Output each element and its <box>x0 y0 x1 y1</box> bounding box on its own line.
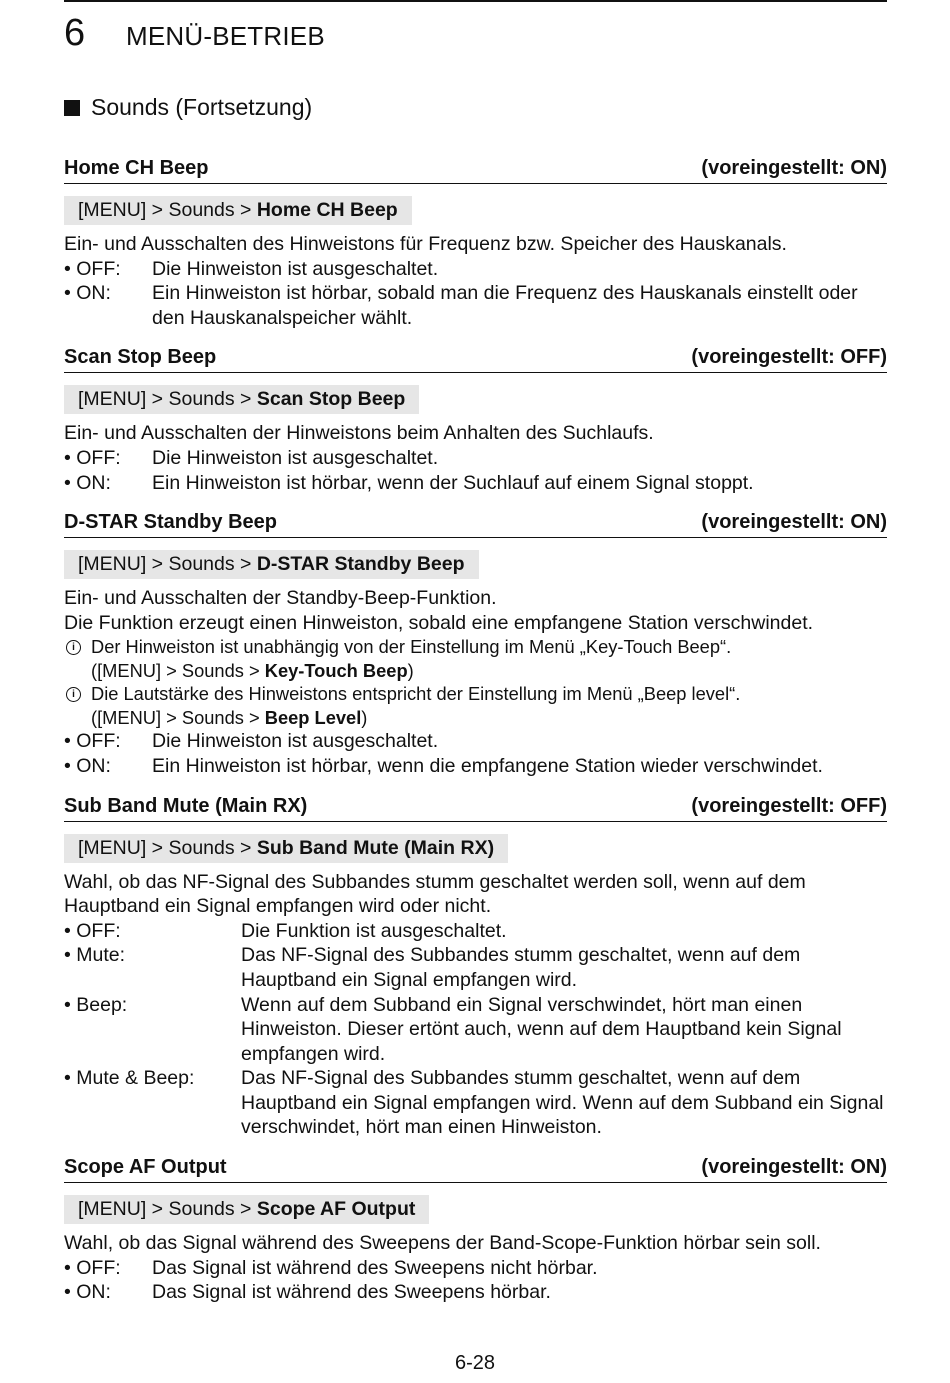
menu-path-prefix: [MENU] > Sounds > <box>78 1198 257 1221</box>
menu-path-item: Scan Stop Beep <box>256 388 406 411</box>
note-ref-prefix: ([MENU] > Sounds > <box>91 706 265 728</box>
entry-sub-band-mute <box>64 792 887 1141</box>
note-ref-prefix: ([MENU] > Sounds > <box>91 659 265 681</box>
menu-path-item: Sub Band Mute (Main RX) <box>256 836 495 859</box>
page-number: 6-28 <box>454 1352 496 1374</box>
top-rule <box>64 0 887 2</box>
chapter-title: MENÜ-BETRIEB <box>126 21 325 51</box>
option-item <box>64 729 887 754</box>
description: Ein- und Ausschalten der Standby-Beep-Funktion. <box>64 587 497 610</box>
option-label: • ON: <box>64 282 111 305</box>
entry-title: Scope AF Output <box>64 1156 227 1179</box>
info-note <box>64 682 887 729</box>
note-ref-item: Key-Touch Beep <box>264 659 408 681</box>
option-text: Ein Hinweiston ist hörbar, sobald man die Frequenz des Hauskanals einstellt oder den Hauskanalspeicher wählt. <box>152 282 858 329</box>
note-text: Der Hinweiston ist unabhängig von der Einstellung im Menü „Key-Touch Beep“. <box>91 636 732 658</box>
option-label: • OFF: <box>64 919 121 942</box>
menu-path-prefix: [MENU] > Sounds > <box>78 836 257 859</box>
note-ref-suffix: ) <box>407 659 414 681</box>
note-ref-item: Beep Level <box>264 706 362 728</box>
info-icon: i <box>66 687 81 702</box>
entry-title: Sub Band Mute (Main RX) <box>64 794 308 817</box>
option-item <box>64 919 887 944</box>
note-reference <box>91 706 887 730</box>
menu-path-prefix: [MENU] > Sounds > <box>78 553 257 576</box>
option-label: • Mute & Beep: <box>64 1067 195 1090</box>
option-label: • OFF: <box>64 257 121 280</box>
content <box>64 154 887 1318</box>
option-item <box>64 281 887 330</box>
note-reference <box>91 659 887 683</box>
menu-path-item: Scope AF Output <box>256 1198 416 1221</box>
entry-default: (voreingestellt: ON) <box>701 157 887 179</box>
entry-heading <box>64 154 887 184</box>
menu-path-prefix: [MENU] > Sounds > <box>78 388 257 411</box>
entry-home-ch-beep <box>64 154 887 330</box>
section-heading <box>64 94 312 121</box>
description: Wahl, ob das NF-Signal des Subbandes stumm geschaltet werden soll, wenn auf dem Hauptband ein Signal empfangen wird oder nicht. <box>64 870 806 918</box>
description: Ein- und Ausschalten der Hinweistons beim Anhalten des Suchlaufs. <box>64 422 654 445</box>
option-item <box>64 471 887 496</box>
option-label: • OFF: <box>64 1256 121 1279</box>
option-text: Ein Hinweiston ist hörbar, wenn die empfangene Station wieder verschwindet. <box>152 754 823 777</box>
entry-heading <box>64 343 887 373</box>
entry-default: (voreingestellt: ON) <box>701 1156 887 1179</box>
menu-path-item: Home CH Beep <box>256 199 398 221</box>
black-square-icon <box>64 100 80 116</box>
description: Wahl, ob das Signal während des Sweepens der Band-Scope-Funktion hörbar sein soll. <box>64 1232 821 1255</box>
entry-scope-af-output <box>64 1153 887 1305</box>
menu-path <box>64 196 412 225</box>
option-item <box>64 1280 887 1305</box>
option-label: • ON: <box>64 754 111 777</box>
note-ref-suffix: ) <box>361 706 368 728</box>
option-item <box>64 1256 887 1281</box>
note-text: Die Lautstärke des Hinweistons entspricht der Einstellung im Menü „Beep level“. <box>91 683 741 705</box>
menu-path <box>64 834 508 863</box>
description: Die Funktion erzeugt einen Hinweiston, sobald eine empfangene Station verschwindet. <box>64 611 814 634</box>
option-text: Ein Hinweiston ist hörbar, wenn der Suchlauf auf einem Signal stoppt. <box>152 471 754 494</box>
option-label: • Beep: <box>64 993 128 1016</box>
entry-default: (voreingestellt: OFF) <box>691 794 887 817</box>
entry-heading <box>64 1153 887 1183</box>
section-title: Sounds (Fortsetzung) <box>91 94 313 120</box>
entry-scan-stop-beep <box>64 343 887 495</box>
option-text: Das NF-Signal des Subbandes stumm geschaltet, wenn auf dem Hauptband ein Signal empfangen wird. <box>241 944 801 991</box>
option-label: • ON: <box>64 471 111 494</box>
option-text: Wenn auf dem Subband ein Signal verschwindet, hört man einen Hinweiston. Dieser ertönt auch, wenn auf dem Hauptband kein Signal empfangen wird. <box>241 993 842 1065</box>
option-text: Das Signal ist während des Sweepens nicht hörbar. <box>152 1256 598 1279</box>
entry-title: Home CH Beep <box>64 157 209 179</box>
option-label: • OFF: <box>64 730 121 753</box>
option-item <box>64 446 887 471</box>
entry-heading <box>64 792 887 822</box>
option-text: Das Signal ist während des Sweepens hörbar. <box>152 1281 551 1304</box>
option-text: Die Hinweiston ist ausgeschaltet. <box>152 446 439 469</box>
option-item <box>64 1066 887 1140</box>
info-icon: i <box>66 640 81 655</box>
entry-dstar-standby-beep <box>64 508 887 778</box>
entry-title: Scan Stop Beep <box>64 346 217 369</box>
option-item <box>64 993 887 1067</box>
option-text: Die Funktion ist ausgeschaltet. <box>241 919 507 942</box>
menu-path-prefix: [MENU] > Sounds > <box>78 199 257 221</box>
option-text: Die Hinweiston ist ausgeschaltet. <box>152 730 439 753</box>
entry-default: (voreingestellt: OFF) <box>691 346 887 369</box>
menu-path <box>64 1195 429 1224</box>
menu-path <box>64 385 419 414</box>
chapter-number: 6 <box>64 12 86 54</box>
chapter-header <box>64 12 325 55</box>
option-text: Die Hinweiston ist ausgeschaltet. <box>152 257 439 280</box>
option-label: • OFF: <box>64 446 121 469</box>
menu-path <box>64 550 479 579</box>
option-item <box>64 943 887 992</box>
option-text: Das NF-Signal des Subbandes stumm geschaltet, wenn auf dem Hauptband ein Signal empfangen wird. Wenn auf dem Subband ein Signal verschwindet, hört man einen Hinweiston. <box>241 1067 884 1139</box>
entry-default: (voreingestellt: ON) <box>701 511 887 534</box>
menu-path-item: D-STAR Standby Beep <box>256 553 465 576</box>
description: Ein- und Ausschalten des Hinweistons für Frequenz bzw. Speicher des Hauskanals. <box>64 233 787 255</box>
option-label: • Mute: <box>64 944 126 967</box>
option-item <box>64 754 887 779</box>
option-label: • ON: <box>64 1281 111 1304</box>
entry-heading <box>64 508 887 538</box>
entry-title: D-STAR Standby Beep <box>64 511 277 534</box>
option-item <box>64 257 887 282</box>
info-note <box>64 635 887 682</box>
